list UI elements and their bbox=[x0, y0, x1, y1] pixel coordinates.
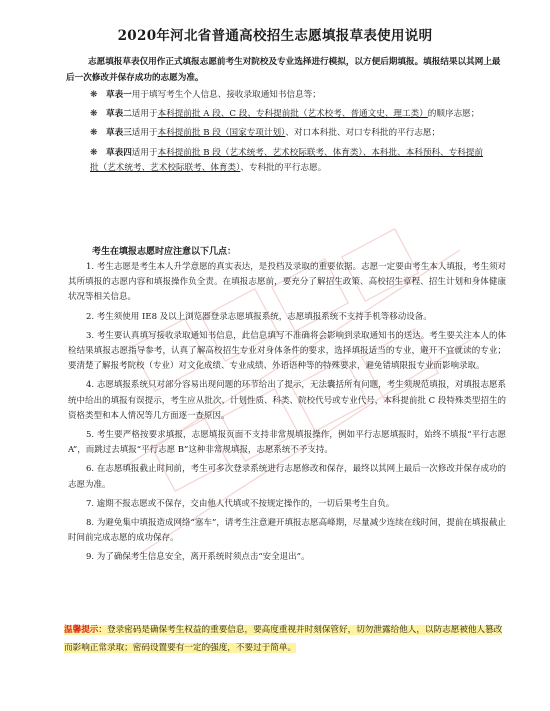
draft-table-item bbox=[90, 107, 490, 122]
note-item: 9. 为了确保考生信息安全，离开系统时须点击“安全退出”。 bbox=[86, 552, 310, 563]
note-item: 5. 考生要严格按要求填报，志愿填报页面不支持非常规填报操作，例如平行志愿填报时，始终不填报“平行志愿 A”，而跳过去填报“平行志愿 B”这种非常规填报，志愿系统不予支持。 bbox=[68, 430, 506, 456]
draft-table-suffix: 、对口本科批、对口专科批的平行志愿； bbox=[285, 128, 441, 139]
draft-table-suffix: 、专科批的平行志愿。 bbox=[240, 162, 327, 173]
warm-tip-text: 登录密码是确保考生权益的重要信息，要高度重视并时刻保管好，切勿泄露给他人，以防志愿被他人篡改而影响正常录取；密码设置要有一定的强度，不要过于简单。 bbox=[64, 625, 503, 653]
star-bullet-icon: ❋ bbox=[90, 109, 98, 120]
draft-table-label: 草表三 bbox=[106, 128, 132, 139]
star-bullet-icon: ❋ bbox=[90, 128, 98, 139]
note-item: 3. 考生要认真填写接收录取通知书信息，此信息填写不准确将会影响到录取通知书的送达。考生要关注本人的体检结果填报志愿指导参考，认真了解高校招生专业对身体条件的要求，选择填报适当的专业，避开不宜就读的专业；要清楚了解报考院校（专业）对文化成绩、专业成绩、外语语种等的特殊要求，避免错填限报专业而影响录取。 bbox=[68, 330, 506, 372]
note-item: 2. 考生须使用 IE8 及以上浏览器登录志愿填报系统，志愿填报系统不支持手机等移动设备。 bbox=[86, 311, 432, 322]
draft-table-label: 草表一 bbox=[106, 90, 132, 100]
draft-table-label: 草表四 bbox=[106, 147, 132, 158]
draft-table-list bbox=[90, 88, 490, 180]
star-bullet-icon: ❋ bbox=[90, 90, 98, 100]
note-item: 4. 志愿填报系统只对部分容易出现问题的环节给出了提示，无法囊括所有问题，考生须规范填报，对填报志愿系统中给出的填报有误提示，考生应从批次、计划性质、科类、院校代号或专业代号，本科提前批 C 段特殊类型招生的资格类型和本人情况等几方面逐一查原因。 bbox=[68, 380, 506, 421]
draft-table-prefix: 适用于 bbox=[131, 147, 158, 158]
warm-tip-label: 温馨提示： bbox=[64, 625, 107, 635]
draft-table-scope: 本科提前批 B 段（艺术统考、艺术校际联考、体育类）、本科批、本科预科、专科提前批（艺术统考、艺术校际联考、体育类） bbox=[90, 147, 484, 173]
draft-table-prefix: 适用于 bbox=[131, 109, 158, 120]
draft-table-item bbox=[90, 126, 490, 141]
page-title: 2020年河北省普通高校招生志愿填报草表使用说明 bbox=[117, 28, 433, 44]
draft-table-text: 用于填写考生个人信息、接收录取通知书信息等； bbox=[131, 90, 321, 100]
notes-list bbox=[68, 260, 506, 570]
note-item: 6. 在志愿填报截止时间前，考生可多次登录系统进行志愿修改和保存，最终以其网上最后一次修改并保存成功的志愿为准。 bbox=[68, 464, 506, 490]
note-item: 7. 逾期不报志愿或不保存，交由他人代填或不按规定操作的，一切后果考生自负。 bbox=[86, 498, 395, 509]
intro-paragraph bbox=[66, 54, 506, 86]
draft-table-item bbox=[90, 146, 490, 176]
draft-table-scope: 本科提前批 A 段、C 段、专科提前批（艺术校考、普通文史、理工类） bbox=[157, 109, 428, 120]
note-item: 1. 考生志愿是考生本人升学意愿的真实表达，是投档及录取的重要依据。志愿一定要由考生本人填报，考生须对其所填报的志愿内容和填报操作负全责。在填报志愿前，要充分了解招生政策、高校招生章程、招生计划和身体健康状况等相关信息。 bbox=[68, 262, 506, 303]
draft-table-label: 草表二 bbox=[106, 109, 132, 120]
note-item: 8. 为避免集中填报造成网络“塞车”，请考生注意避开填报志愿高峰期，尽量减少连续在线时间，提前在填报截止时间前完成志愿的成功保存。 bbox=[68, 518, 506, 544]
draft-table-item bbox=[90, 88, 490, 103]
warm-tip bbox=[64, 621, 509, 657]
star-bullet-icon: ❋ bbox=[90, 147, 98, 158]
intro-text: 志愿填报草表仅用作正式填报志愿前考生对院校及专业选择进行模拟，以方便后期填报。填报结果以其网上最后一次修改并保存成功的志愿为准。 bbox=[66, 57, 501, 83]
draft-table-scope: 本科提前批 B 段（国家专项计划） bbox=[157, 128, 286, 139]
draft-table-prefix: 适用于 bbox=[131, 128, 158, 139]
notes-heading: 考生在填报志愿时应注意以下几点： bbox=[92, 247, 237, 257]
draft-table-suffix: 的顺序志愿； bbox=[427, 109, 480, 120]
